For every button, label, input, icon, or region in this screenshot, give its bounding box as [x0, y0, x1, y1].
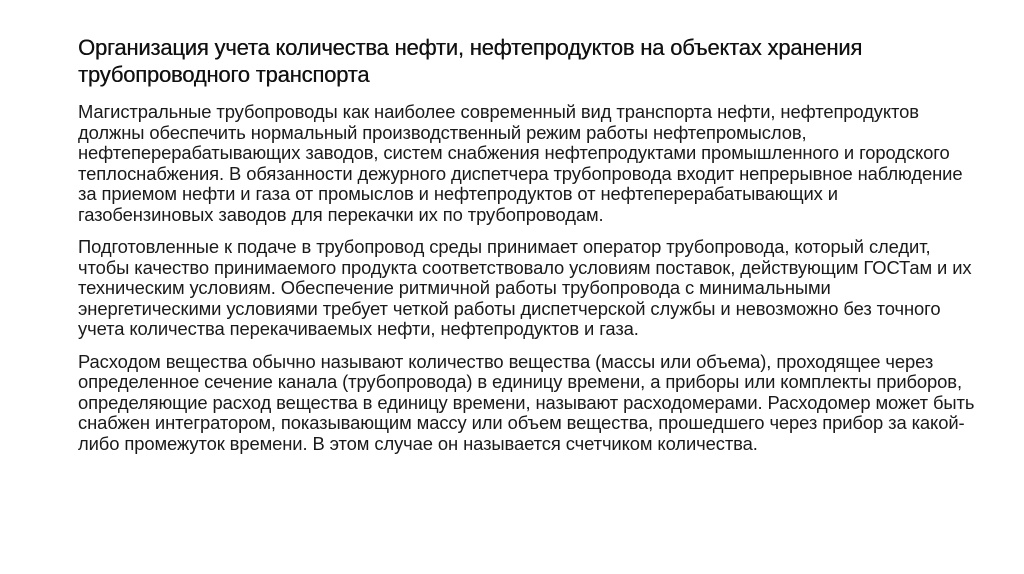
- slide-body: [78, 102, 978, 454]
- slide: [78, 34, 978, 466]
- paragraph-3: Расходом вещества обычно называют количество вещества (массы или объема), проходящее через определенное сечение канала (трубопровода) в единицу времени, а приборы или комплекты приборов, определяющие расход вещества в единицу времени, называют расходомерами. Расходомер может быть снабжен интегратором, показывающим массу или объем вещества, прошедшего через прибор за какой-либо промежуток времени. В этом случае он называется счетчиком количества.: [78, 350, 975, 454]
- slide-title: Организация учета количества нефти, нефтепродуктов на объектах хранения трубопроводного транспорта: [78, 35, 863, 87]
- paragraph-2: Подготовленные к подаче в трубопровод среды принимает оператор трубопровода, который следит, чтобы качество принимаемого продукта соответствовало условиям поставок, действующим ГОСТам и их техническим условиям. Обеспечение ритмичной работы трубопровода с минимальными энергетическими условиями требует четкой работы диспетчерской службы и невозможно без точного учета количества перекачиваемых нефти, нефтепродуктов и газа.: [78, 236, 972, 339]
- paragraph-1: Магистральные трубопроводы как наиболее современный вид транспорта нефти, нефтепродуктов должны обеспечить нормальный производственный режим работы нефтепромыслов, нефтеперерабатывающих заводов, систем снабжения нефтепродуктами промышленного и городского теплоснабжения. В обязанности дежурного диспетчера трубопровода входит непрерывное наблюдение за приемом нефти и газа от промыслов и нефтепродуктов от нефтеперерабатывающих и газобензиновых заводов для перекачки их по трубопроводам.: [78, 101, 963, 225]
